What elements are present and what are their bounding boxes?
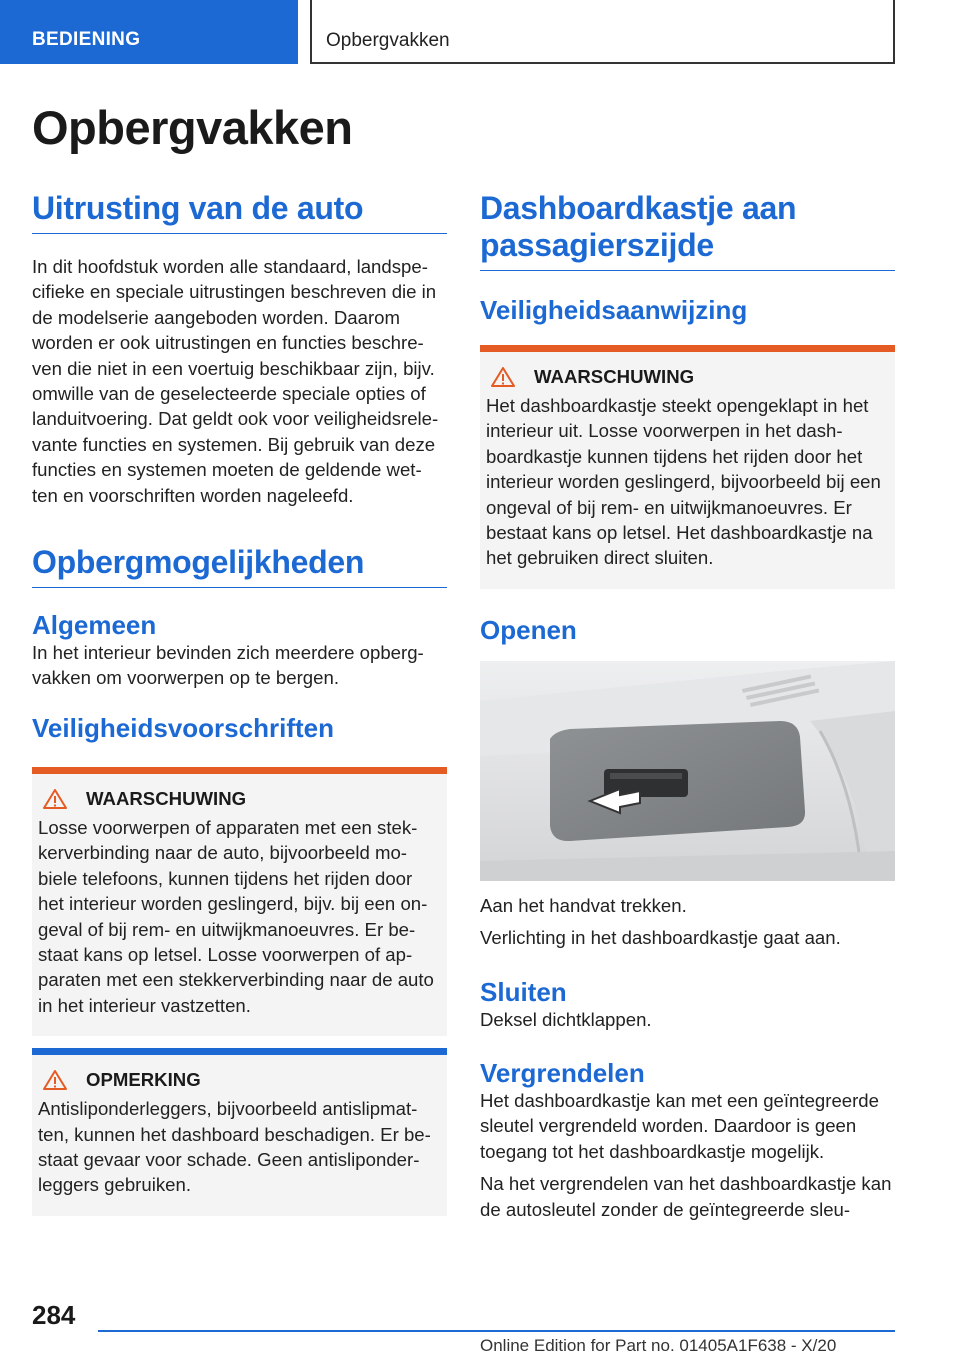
heading-safety-rules: Veiligheidsvoorschriften [32,712,334,743]
heading-lock: Vergrendelen [480,1058,645,1089]
warning-box-title [38,788,439,810]
warning-text: Losse voorwerpen of apparaten met een stek- kerverbinding naar de auto, bijvoorbeeld mo- biele telefoons, kunnen tijdens het rijden door het interieur worden geslingerd, bijv. bij een on- geval of bij rem- en uitwijkmanoeuvres. Er be- staat kans op letsel. Losse voorwerpen of ap- paraten met een stekkerverbinding naar de auto in het interieur vastzetten. [38,816,434,1016]
heading-open: Openen [480,614,577,645]
glovebox-illustration [480,661,895,881]
open-step-1: Aan het handvat trekken. [480,894,687,916]
page-title: Opbergvakken [32,101,353,154]
section-tab: BEDIENING [0,0,298,64]
heading-glovebox: Dashboardkastje aan passagierszijde [480,190,895,271]
equipment-paragraph: In dit hoofdstuk worden alle standaard, landspe- cifieke en speciale uitrustingen beschreven die in de modelserie aangeboden worden. Daarom worden er ook uitrustingen en functies beschre- ven die niet in een voertuig beschikbaar zijn, bijv. omwille van de geselecteerde speciale opties of landuitvoering. Dat geldt ook voor veiligheidsrele- vante functies en systemen. Bij gebruik van deze functies en systemen moeten de geldende wet- ten en voorschriften worden nageleefd. [32,256,439,506]
edition-text: Online Edition for Part no. 01405A1F638 - X/20 [480,1336,837,1355]
notice-box [32,1048,447,1216]
notice-text: Antisliponderleggers, bijvoorbeeld antislipmat- ten, kunnen het dashboard beschadigen. Er be- staat gevaar voor schade. Geen antisliponder- leggers gebruiken. [38,1098,431,1196]
glovebox-photo [480,661,895,881]
heading-equipment: Uitrusting van de auto [32,190,447,234]
notice-box-title [38,1069,439,1091]
warning-box [32,767,447,1036]
page-header [0,0,960,66]
footer-divider [98,1330,895,1332]
warning-triangle-icon [490,366,516,388]
glovebox-warning-title [486,366,887,388]
page-number: 284 [32,1300,76,1330]
heading-close: Sluiten [480,976,567,1007]
lock-paragraph-2: Na het vergrendelen van het dashboardkastje kan de autosleutel zonder de geïntegreerde sleu- [480,1173,892,1220]
heading-safety-note: Veiligheidsaanwijzing [480,295,748,325]
general-paragraph: In het interieur bevinden zich meerdere opberg- vakken om voorwerpen op te bergen. [32,642,424,689]
left-column [32,190,447,1216]
glovebox-warning-text: Het dashboardkastje steekt opengeklapt in het interieur uit. Losse voorwerpen in het dash- boardkastje kunnen tijdens het rijden door het interieur worden geslingerd, bijvoorbeeld bij een ongeval of bij rem- en uitwijkmanoeuvres. Er bestaat kans op letsel. Het dashboardkastje na het gebruiken direct sluiten. [486,395,881,569]
warning-triangle-icon [42,1069,68,1091]
glovebox-warning-box [480,345,895,589]
glovebox-warning-label: WAARSCHUWING [534,366,695,387]
open-step-2: Verlichting in het dashboardkastje gaat aan. [480,927,841,949]
notice-label: OPMERKING [86,1069,201,1091]
chapter-tab: Opbergvakken [310,0,895,64]
heading-general: Algemeen [32,610,157,641]
warning-label: WAARSCHUWING [86,787,247,809]
right-column [480,190,895,1222]
heading-storage: Opbergmogelijkheden [32,544,447,588]
close-paragraph: Deksel dichtklappen. [480,1008,652,1030]
warning-triangle-icon [42,788,68,810]
lock-paragraph-1: Het dashboardkastje kan met een geïntegreerde sleutel vergrendeld worden. Daardoor is geen toegang tot het dashboardkastje mogelijk. [480,1090,879,1162]
